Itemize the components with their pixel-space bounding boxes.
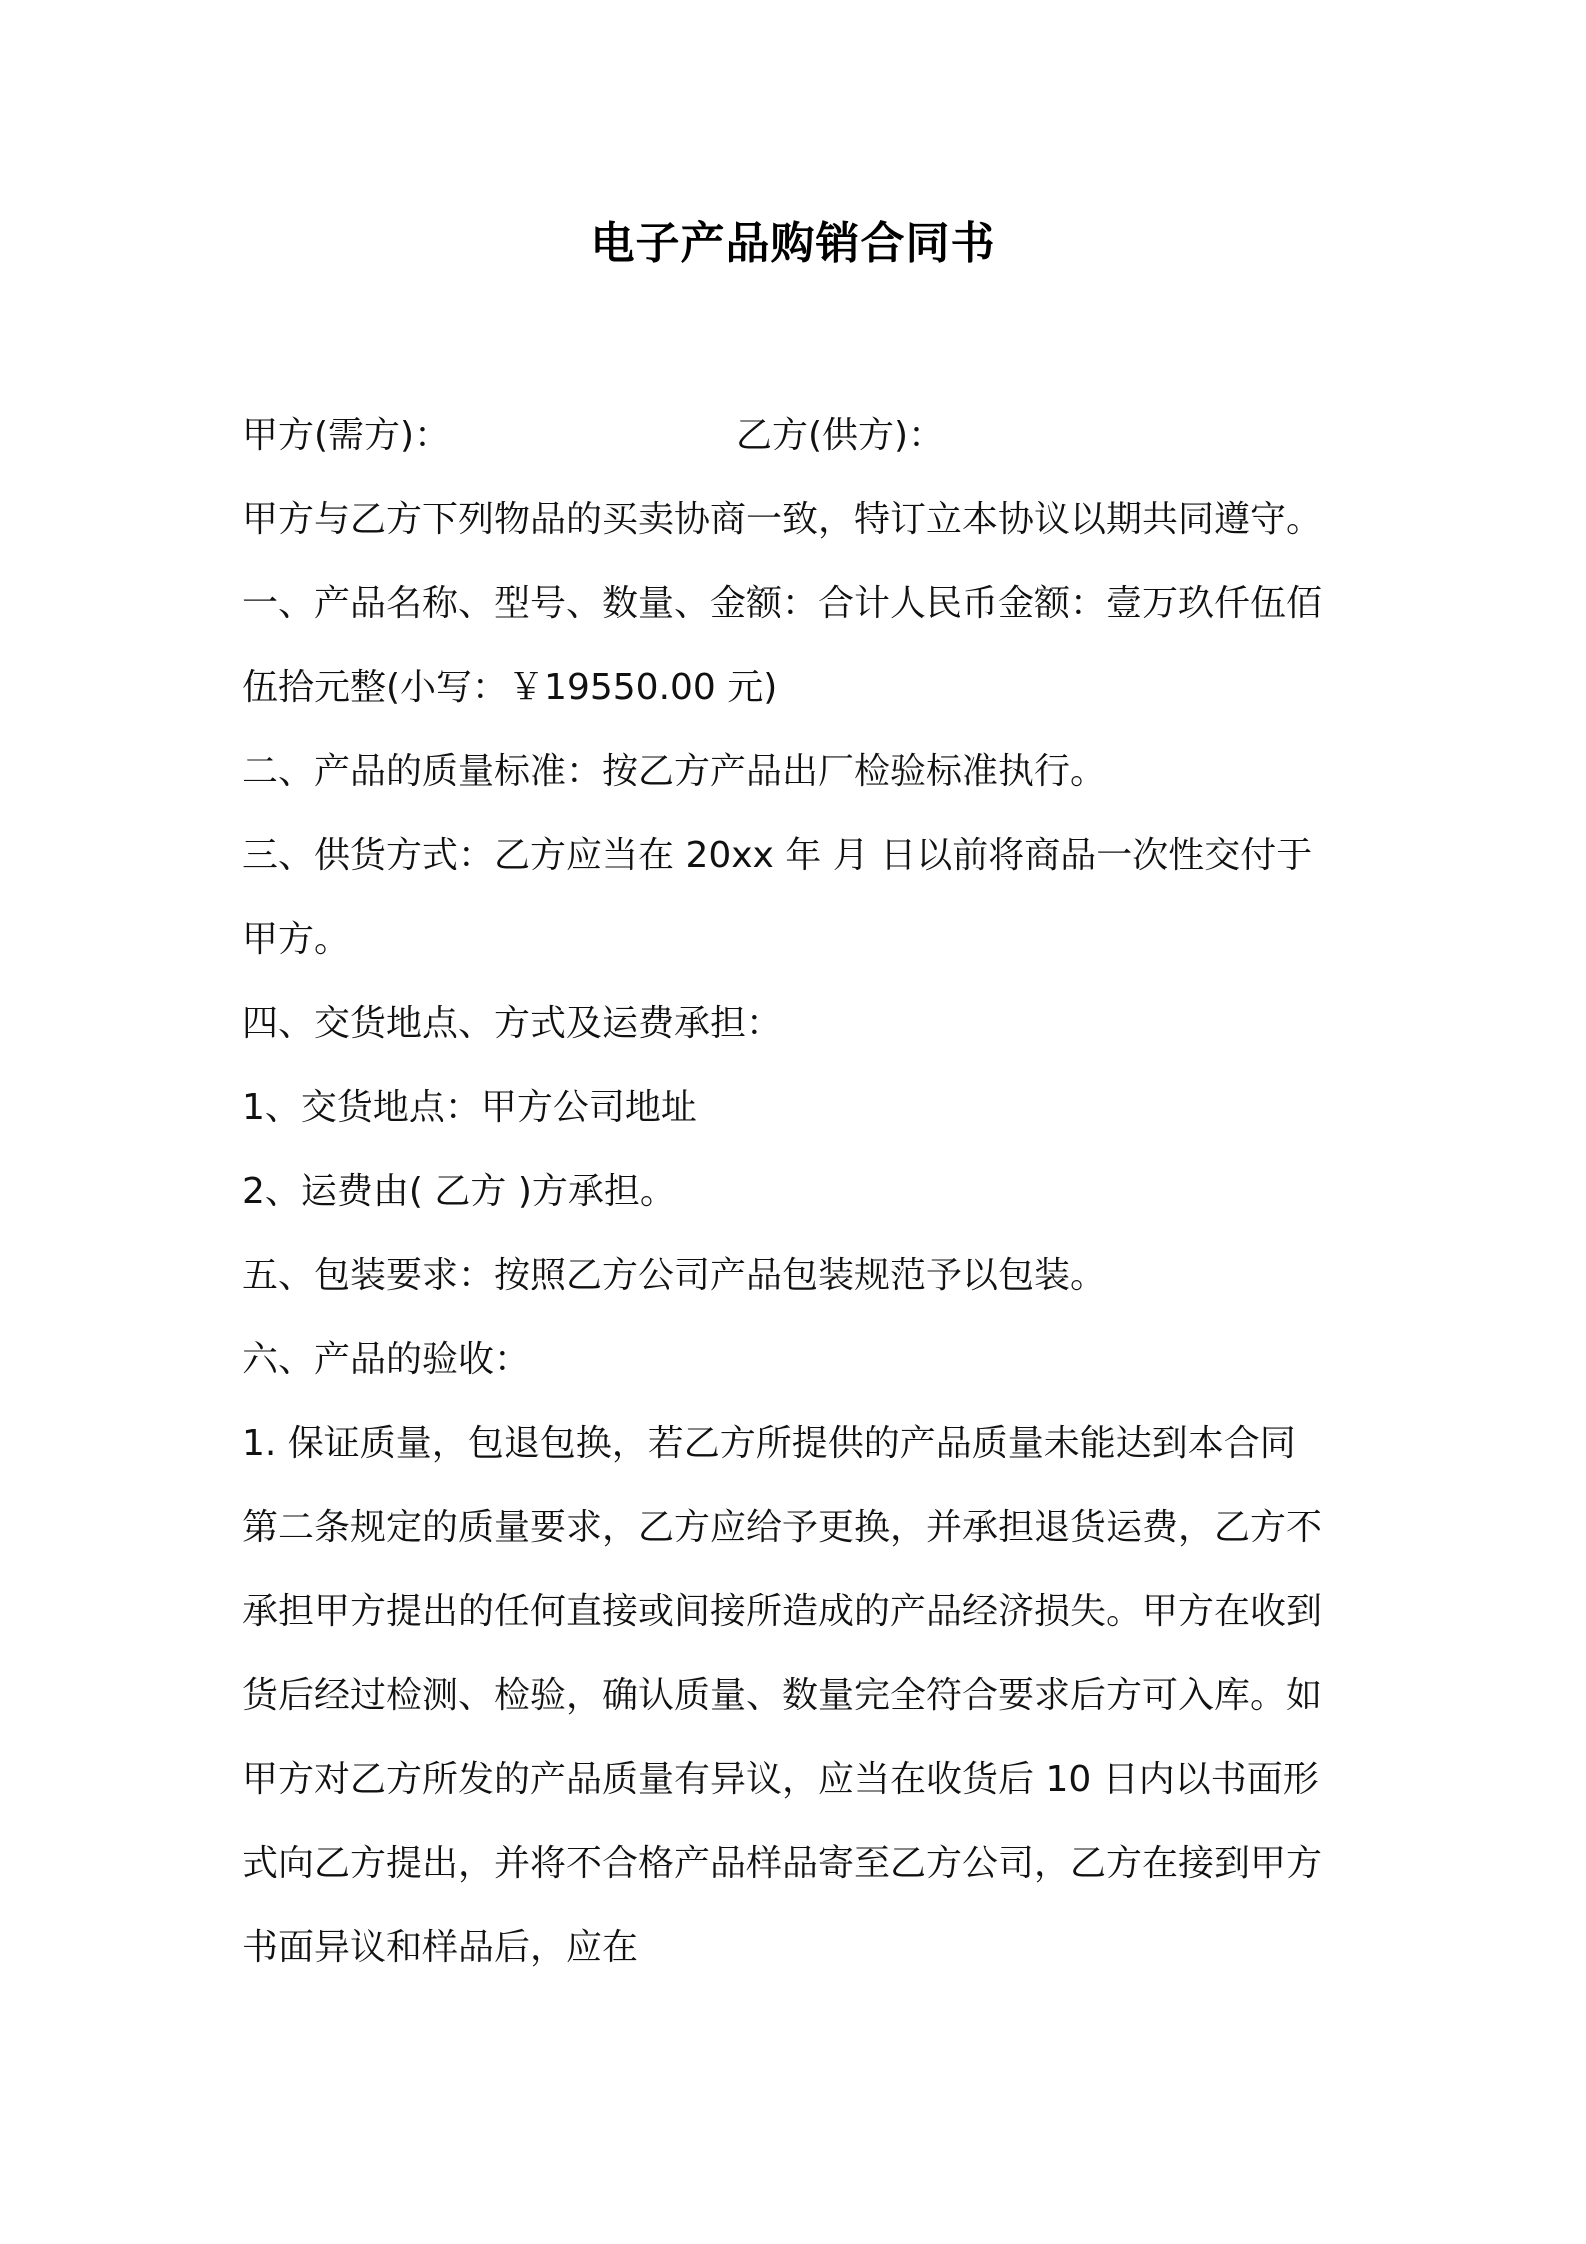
clause-1-line-2: 伍拾元整(小写：￥19550.00 元)	[242, 667, 778, 708]
clause-6-paragraph-line-6: 式向乙方提出，并将不合格产品样品寄至乙方公司，乙方在接到甲方	[242, 1843, 1323, 1884]
parties-line	[242, 414, 1372, 458]
clause-6-heading: 六、产品的验收：	[242, 1339, 531, 1380]
clause-3-line-2: 甲方。	[242, 919, 351, 960]
clause-3-line-1: 三、供货方式：乙方应当在 20xx 年 月 日以前将商品一次性交付于	[242, 835, 1313, 876]
party-b-label: 乙方(供方)：	[736, 415, 945, 456]
clause-6-paragraph-line-2: 第二条规定的质量要求，乙方应给予更换，并承担退货运费，乙方不	[242, 1507, 1323, 1548]
clause-6-paragraph-line-7: 书面异议和样品后，应在	[242, 1927, 639, 1968]
party-a-label: 甲方(需方)：	[242, 415, 451, 456]
clause-1-line-1: 一、产品名称、型号、数量、金额：合计人民币金额：壹万玖仟伍佰	[242, 583, 1323, 624]
clause-6-paragraph-line-4: 货后经过检测、检验，确认质量、数量完全符合要求后方可入库。如	[242, 1675, 1323, 1716]
clause-6-paragraph-line-1: 1. 保证质量，包退包换，若乙方所提供的产品质量未能达到本合同	[242, 1423, 1296, 1464]
clause-4-item-2: 2、运费由( 乙方 )方承担。	[242, 1171, 676, 1212]
clause-4-item-1: 1、交货地点：甲方公司地址	[242, 1087, 697, 1128]
intro-line: 甲方与乙方下列物品的买卖协商一致，特订立本协议以期共同遵守。	[242, 499, 1323, 540]
clause-6-paragraph-line-5: 甲方对乙方所发的产品质量有异议，应当在收货后 10 日内以书面形	[242, 1759, 1319, 1800]
clause-2-line: 二、产品的质量标准：按乙方产品出厂检验标准执行。	[242, 751, 1107, 792]
document-title: 电子产品购销合同书	[590, 218, 996, 269]
clause-4-heading: 四、交货地点、方式及运费承担：	[242, 1003, 783, 1044]
clause-5-line: 五、包装要求：按照乙方公司产品包装规范予以包装。	[242, 1255, 1107, 1296]
clause-6-paragraph-line-3: 承担甲方提出的任何直接或间接所造成的产品经济损失。甲方在收到	[242, 1591, 1323, 1632]
